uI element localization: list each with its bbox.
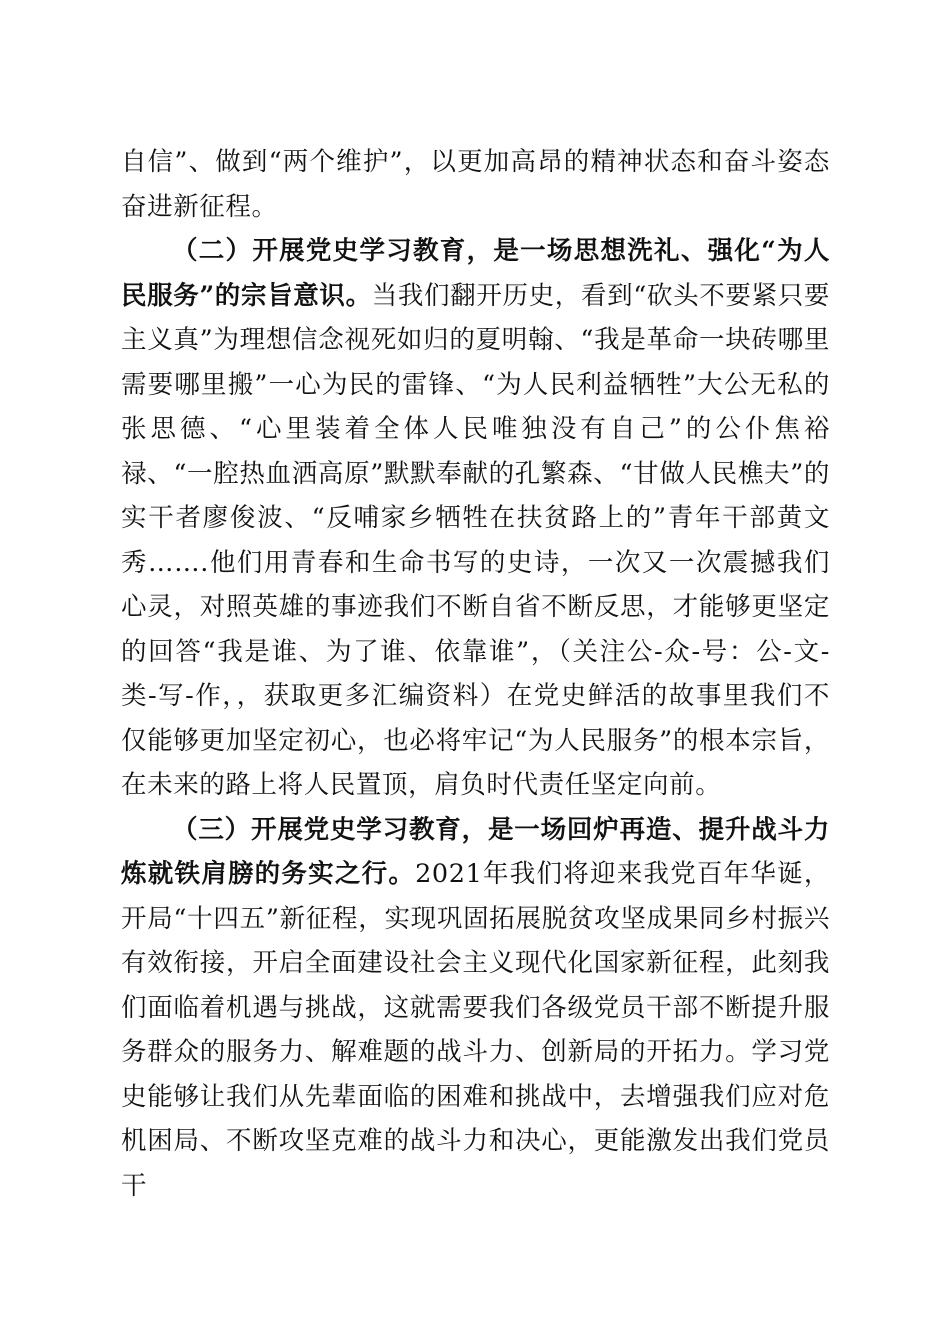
section-three-heading: （三）开展党史学习教育，是一场回炉再造、提升战斗力炼就铁肩膀的务实之行。	[121, 814, 830, 889]
paragraph-section-two	[121, 229, 830, 808]
paragraph-section-three	[121, 808, 830, 1209]
paragraph-body: 自信”、做到“两个维护”，以更加高昂的精神状态和奋斗姿态奋进新征程。	[121, 147, 830, 222]
paragraph-continuation	[121, 140, 830, 229]
paragraph-body: 当我们翻开历史，看到“砍头不要紧只要主义真”为理想信念视死如归的夏明翰、“我是革命一块砖哪里需要哪里搬”一心为民的雷锋、“为人民利益牺牲”大公无私的张思德、“心里装着全体人民唯独没有自己”的公仆焦裕禄、“一腔热血洒高原”默默奉献的孔繁森、“甘做人民樵夫”的实干者廖俊波、“反哺家乡牺牲在扶贫路上的”青年干部黄文秀…….他们用青春和生命书写的史诗，一次又一次震撼我们心灵，对照英雄的事迹我们不断自省不断反思，才能够更坚定的回答“我是谁、为了谁、依靠谁”，（关注公-众-号：公-文-类-写-作，，获取更多汇编资料）在党史鲜活的故事里我们不仅能够更加坚定初心，也必将牢记“为人民服务”的根本宗旨，在未来的路上将人民置顶，肩负时代责任坚定向前。	[121, 280, 830, 800]
document-body	[121, 140, 830, 1208]
paragraph-body: 2021年我们将迎来我党百年华诞，开局“十四五”新征程，实现巩固拓展脱贫攻坚成果同乡村振兴有效衔接，开启全面建设社会主义现代化国家新征程，此刻我们面临着机遇与挑战，这就需要我们各级党员干部不断提升服务群众的服务力、解难题的战斗力、创新局的开拓力。学习党史能够让我们从先辈面临的困难和挑战中，去增强我们应对危机困局、不断攻坚克难的战斗力和决心，更能激发出我们党员干	[121, 859, 830, 1201]
section-two-heading: （二）开展党史学习教育，是一场思想洗礼、强化“为人民服务”的宗旨意识。	[121, 236, 830, 311]
